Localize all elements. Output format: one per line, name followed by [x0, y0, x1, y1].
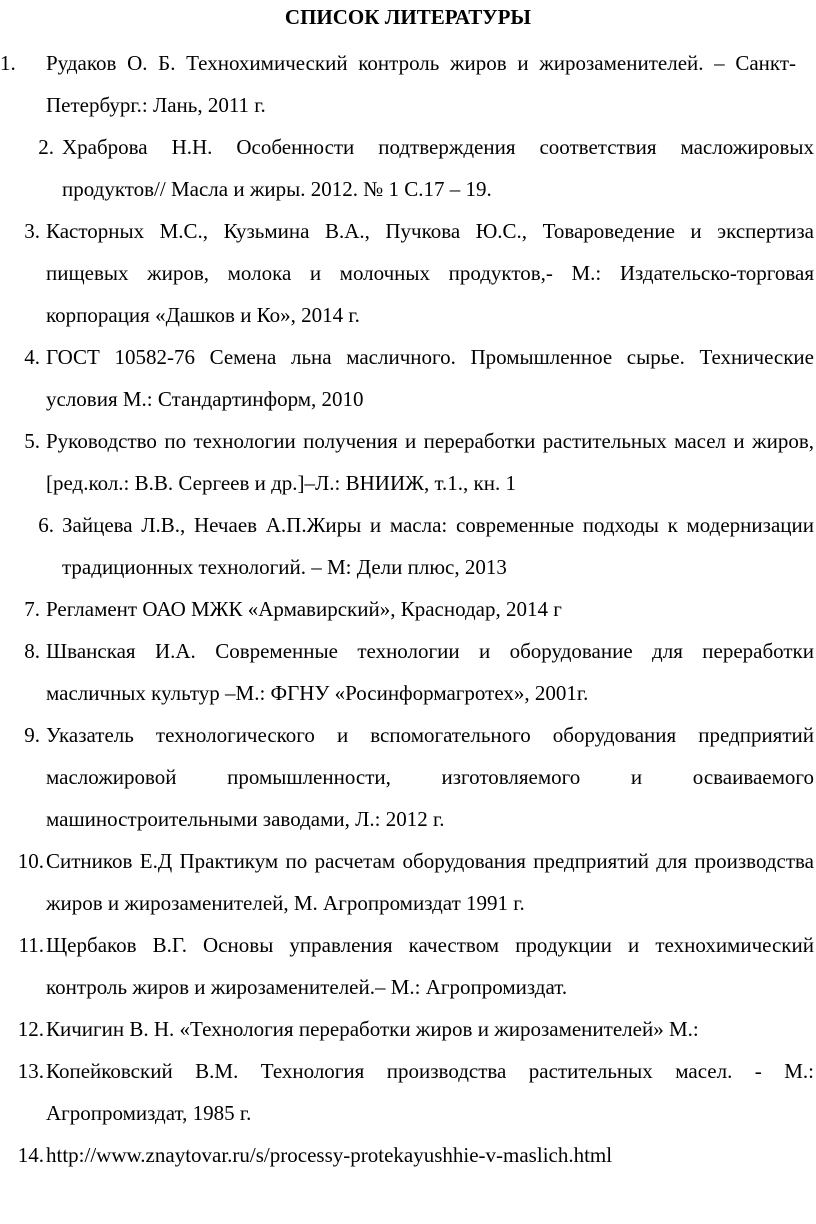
reference-item: [0, 1050, 816, 1134]
reference-number: 12.: [17, 1017, 44, 1041]
reference-item: [0, 588, 816, 630]
reference-item: [0, 840, 816, 924]
reference-item: [0, 126, 816, 210]
reference-number: 1.: [0, 51, 16, 75]
reference-text: Регламент ОАО МЖК «Армавирский», Краснодар, 2014 г: [46, 597, 562, 621]
reference-number: 4.: [24, 345, 40, 369]
reference-text: Храброва Н.Н. Особенности подтверждения соответствия масложировых продуктов// Масла и жиры. 2012. № 1 С.17 – 19.: [62, 135, 814, 201]
reference-item: [0, 210, 816, 336]
reference-number: 14.: [17, 1143, 44, 1167]
reference-number: 5.: [24, 429, 40, 453]
reference-item: [0, 42, 816, 126]
reference-number: 11.: [18, 933, 44, 957]
reference-text: Зайцева Л.В., Нечаев А.П.Жиры и масла: современные подходы к модернизации традиционных технологий. – М: Дели плюс, 2013: [62, 513, 814, 579]
reference-item: [0, 336, 816, 420]
reference-item: [0, 1008, 816, 1050]
reference-number: 13.: [17, 1059, 44, 1083]
reference-text: Касторных М.С., Кузьмина В.А., Пучкова Ю.С., Товароведение и экспертиза пищевых жиров, молока и молочных продуктов,- М.: Издательско-торговая корпорация «Дашков и Ко», 2014 г.: [46, 219, 814, 327]
reference-number: 10.: [17, 849, 44, 873]
reference-item: [0, 420, 816, 504]
reference-text: ГОСТ 10582-76 Семена льна масличного. Промышленное сырье. Технические условия М.: Стандартинформ, 2010: [46, 345, 814, 411]
reference-text: Рудаков О. Б. Технохимический контроль жиров и жирозаменителей. – Санкт-Петербург.: Лань, 2011 г.: [46, 51, 796, 117]
reference-number: 9.: [24, 723, 40, 747]
reference-number: 3.: [24, 219, 40, 243]
reference-list: [0, 42, 816, 1176]
reference-text: Шванская И.А. Современные технологии и оборудование для переработки масличных культур –М.: ФГНУ «Росинформагротех», 2001г.: [46, 639, 814, 705]
reference-number: 2.: [38, 135, 54, 159]
reference-item: [0, 1134, 816, 1176]
reference-item: [0, 504, 816, 588]
reference-text: Копейковский В.М. Технология производства растительных масел. - М.: Агропромиздат, 1985 г.: [46, 1059, 814, 1125]
reference-number: 6.: [38, 513, 54, 537]
reference-text: Ситников Е.Д Практикум по расчетам оборудования предприятий для производства жиров и жирозаменителей, М. Агропромиздат 1991 г.: [46, 849, 814, 915]
reference-number: 7.: [24, 597, 40, 621]
reference-item: [0, 714, 816, 840]
page-title: СПИСОК ЛИТЕРАТУРЫ: [284, 5, 532, 29]
reference-text: Щербаков В.Г. Основы управления качеством продукции и технохимический контроль жиров и жирозаменителей.– М.: Агропромиздат.: [46, 933, 814, 999]
reference-number: 8.: [24, 639, 40, 663]
reference-item: [0, 924, 816, 1008]
reference-item: [0, 630, 816, 714]
reference-text: Руководство по технологии получения и переработки растительных масел и жиров, [ред.кол.: В.В. Сергеев и др.]–Л.: ВНИИЖ, т.1., кн. 1: [46, 429, 814, 495]
reference-link[interactable]: http://www.znaytovar.ru/s/processy-protekayushhie-v-maslich.html: [46, 1143, 613, 1167]
reference-text: Кичигин В. Н. «Технология переработки жиров и жирозаменителей» М.:: [46, 1017, 699, 1041]
reference-text: Указатель технологического и вспомогательного оборудования предприятий масложировой промышленности, изготовляемого и осваиваемого машиностроительными заводами, Л.: 2012 г.: [46, 723, 814, 831]
